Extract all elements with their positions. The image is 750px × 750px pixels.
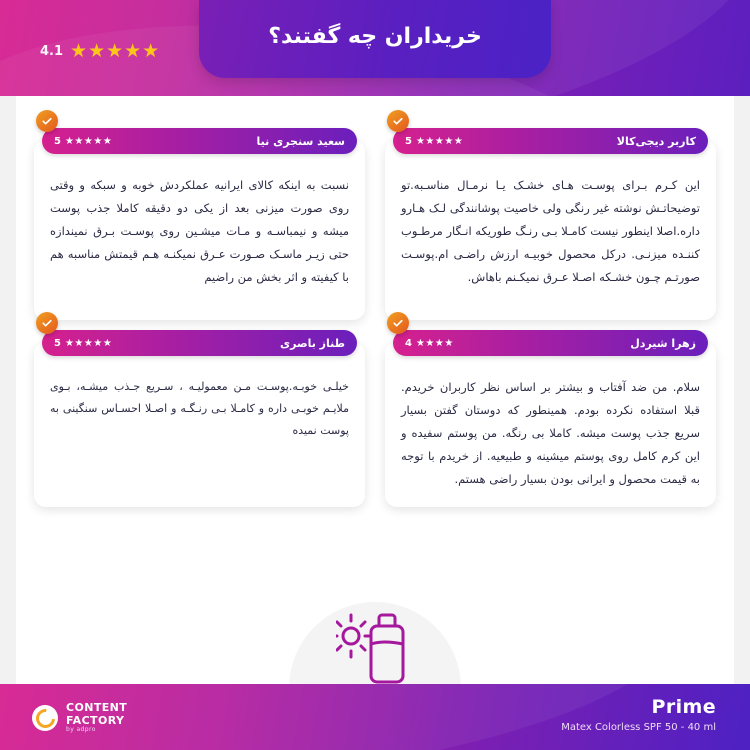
review-rating bbox=[54, 338, 112, 349]
verified-check-icon bbox=[36, 110, 58, 132]
review-text: این کـرم بـرای پوسـت هـای خشـک یـا نرمـال مناسـبه.تو توضیحاتـش نوشته غیر رنگی ولی خاصیت پوشانندگی لـک هـارو داره.اصلا اینطور نیست کامـلا بـی رنـگ طوریکه انـگار مرطـوب کننـده میزنـی. درکل محصول خوبیـه ارزش راضـی ام.پوسـت صورتـم چـون خشـکه اصـلا عـرق نمیکـنم باهاش. bbox=[401, 178, 700, 284]
review-stars-icon: ★★★★★ bbox=[415, 135, 464, 147]
rating-stars-icon: ★★★★★ bbox=[70, 40, 161, 62]
rating-value: 4.1 bbox=[40, 44, 64, 59]
review-rating bbox=[54, 136, 112, 147]
review-stars-icon: ★★★★★ bbox=[64, 337, 113, 349]
reviewer-name: زهرا شیردل bbox=[630, 336, 696, 350]
review-header-ribbon bbox=[42, 330, 357, 356]
review-card bbox=[34, 134, 365, 320]
reviewer-name: سعید سنجری نیا bbox=[256, 134, 345, 148]
logo-subtitle: by adpro bbox=[66, 726, 96, 734]
product-description: Matex Colorless SPF 50 - 40 ml bbox=[561, 722, 716, 733]
product-brand-block bbox=[561, 696, 716, 733]
reviewer-name: طناز باصری bbox=[280, 336, 345, 350]
review-rating bbox=[405, 136, 463, 147]
review-score: 4 bbox=[405, 337, 412, 349]
header-bar bbox=[0, 0, 750, 96]
ring-icon bbox=[32, 705, 59, 732]
review-stars-icon: ★★★★★ bbox=[64, 135, 113, 147]
verified-check-icon bbox=[387, 110, 409, 132]
verified-check-icon bbox=[36, 312, 58, 334]
review-card bbox=[385, 134, 716, 320]
logo-line-1: CONTENT bbox=[66, 701, 128, 714]
content-factory-mark-icon bbox=[32, 705, 58, 731]
review-text: سلام. من ضد آفتاب و بیشتر بر اساس نظر کاربران خریدم. قبلا استفاده نکرده بودم. همینطور که دوستان گفتن بسیار سریع جذب پوست میشه. کاملا بی رنگه. من پوستم سفیده و این کرم کامل روی پوستم میشینه و طبیعیه. از خریدم با توجه به قیمت محصول و ایرانی بودن بسیار راضی هستم. bbox=[401, 380, 700, 486]
logo-line-2: FACTORY bbox=[66, 713, 125, 727]
review-score: 5 bbox=[54, 337, 61, 349]
review-text: خیلـی خوبـه.پوسـت مـن معمولیـه ، سـریع جـذب میشـه، بـوی ملایـم خوبـی داره و کامـلا بـی رنـگـه و اصـلا احسـاس سنگینی به پوست نمیده bbox=[50, 380, 349, 437]
review-card bbox=[34, 336, 365, 507]
content-factory-wordmark bbox=[66, 702, 127, 734]
product-brand: Prime bbox=[651, 696, 716, 718]
review-stars-icon: ★★★★ bbox=[415, 337, 454, 349]
review-header-ribbon bbox=[393, 330, 708, 356]
review-score: 5 bbox=[405, 135, 412, 147]
footer-bar bbox=[0, 684, 750, 750]
review-header-ribbon bbox=[393, 128, 708, 154]
overall-rating bbox=[40, 42, 160, 61]
review-score: 5 bbox=[54, 135, 61, 147]
sunscreen-tube-icon bbox=[336, 602, 414, 684]
content-factory-logo bbox=[32, 702, 127, 734]
reviewer-name: کاربر دیجی‌کالا bbox=[616, 134, 696, 148]
reviews-grid bbox=[34, 134, 716, 507]
review-rating bbox=[405, 338, 454, 349]
page-title: خریداران چه گفتند؟ bbox=[268, 23, 482, 49]
review-card bbox=[385, 336, 716, 507]
review-header-ribbon bbox=[42, 128, 357, 154]
verified-check-icon bbox=[387, 312, 409, 334]
title-plate bbox=[199, 0, 551, 78]
review-text: نسبت به اینکه کالای ایرانیه عملکردش خوبه و سبکه و وقتی روی صورت میزنی بعد از یکی دو دقیقه کاملا جذب پوست میشه و نیمباسـه و مـات میشـین روی پوسـت بـرق نمیندازه حتی زیـر ماسـک صـورت عـرق نمیکنـه هـم قیمتش مناسبه هم با کیفیته و اثر بخش من راضیم bbox=[50, 178, 349, 284]
